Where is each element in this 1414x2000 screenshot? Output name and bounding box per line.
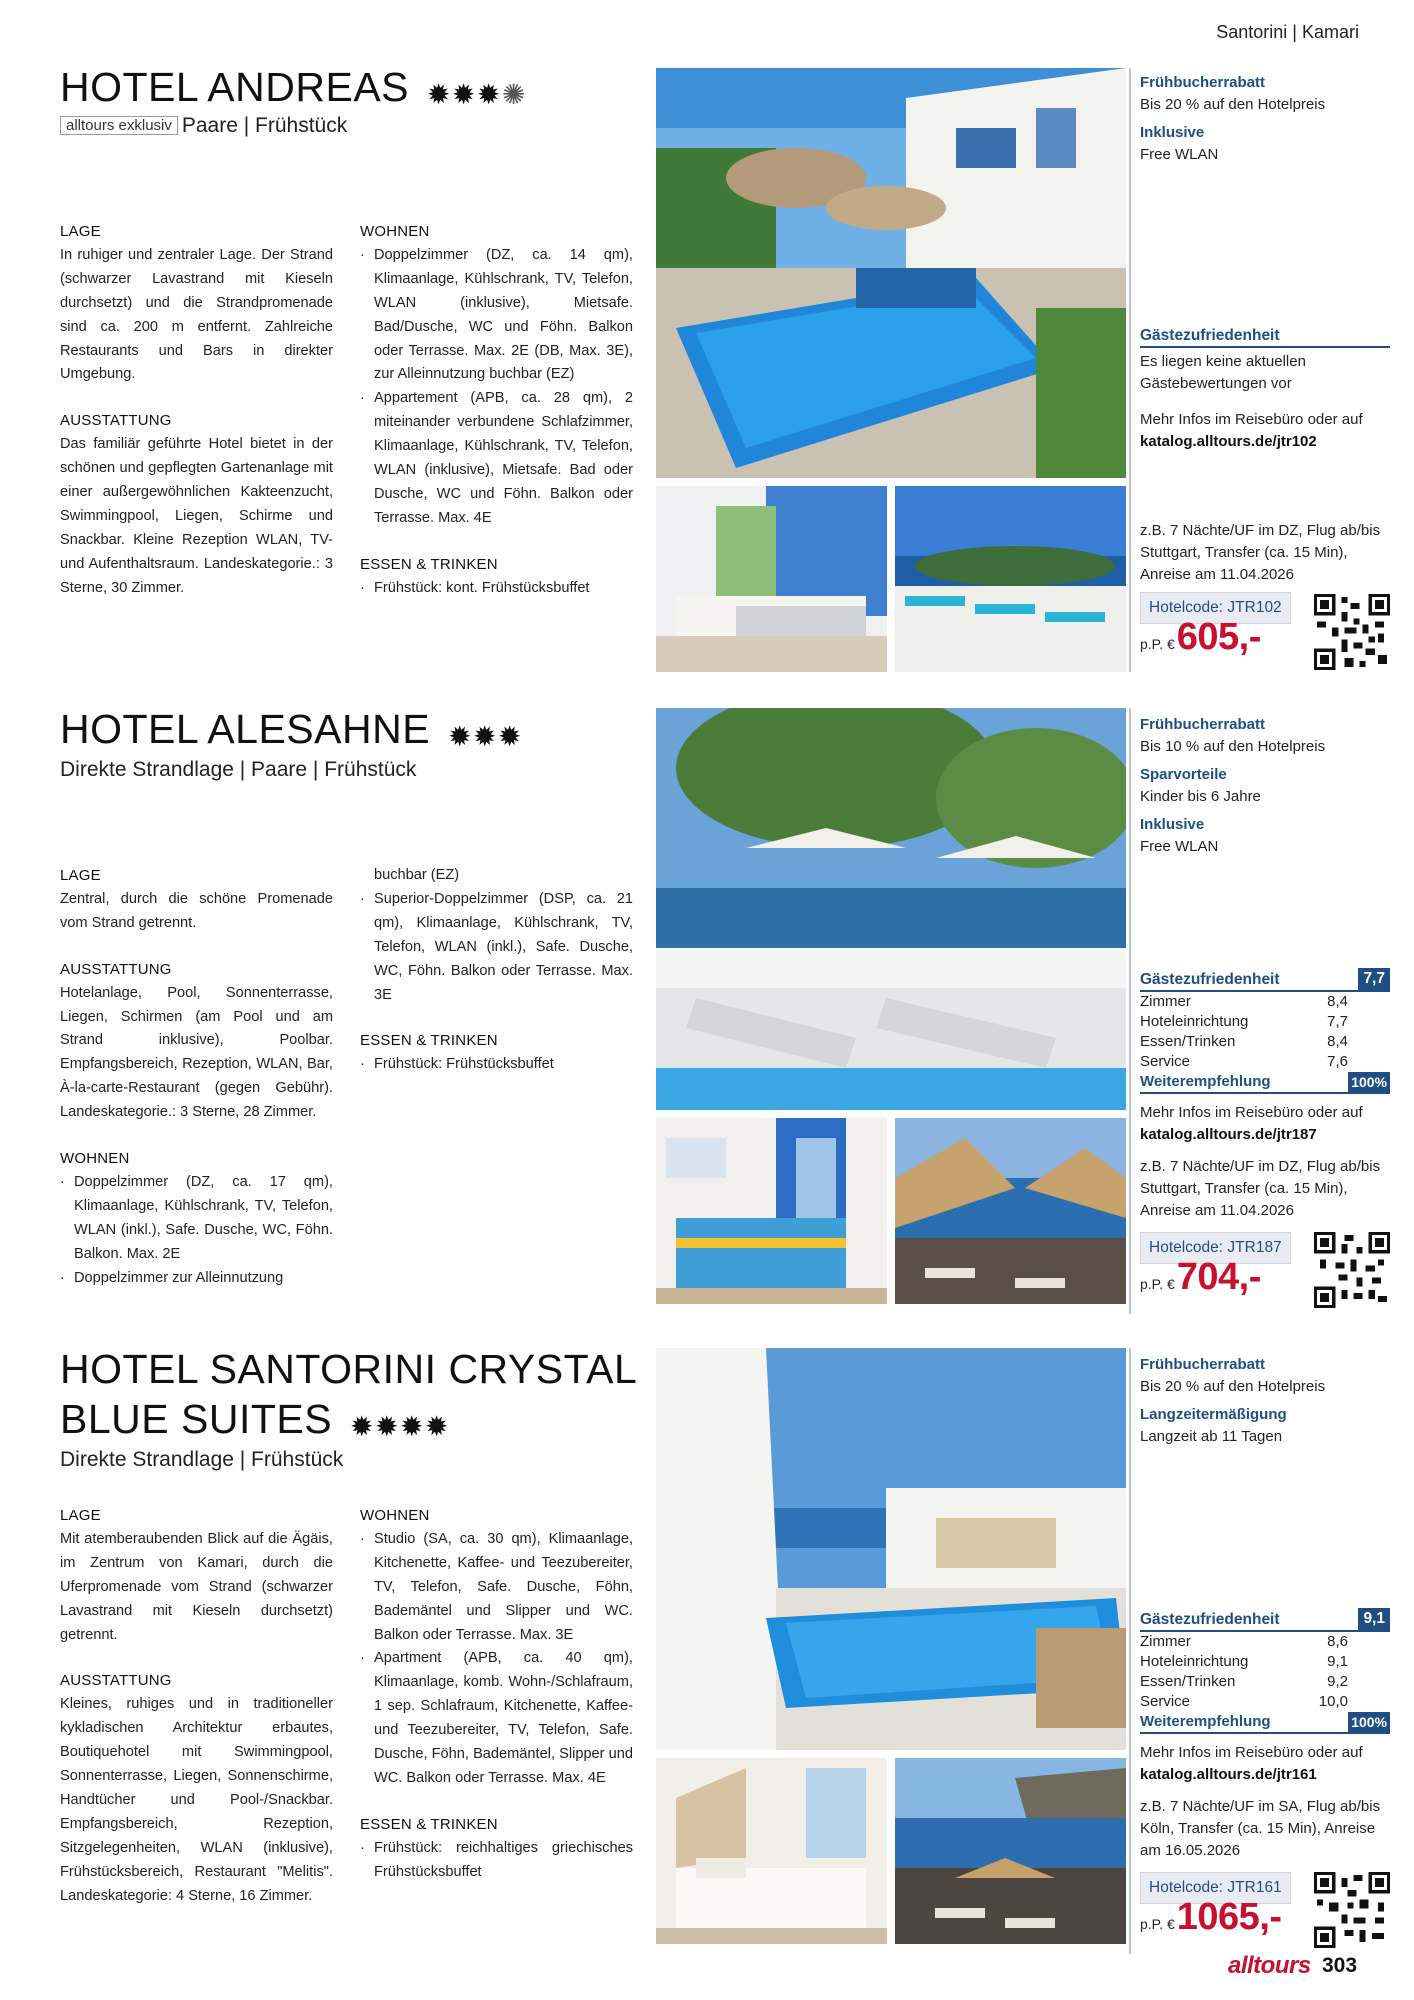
star-icon: ✹ xyxy=(497,721,522,753)
offer-label: Inklusive xyxy=(1140,816,1205,833)
recommendation-row: Weiterempfehlung 100% xyxy=(1140,1712,1390,1734)
offer-label: Langzeitermäßigung xyxy=(1140,1406,1287,1423)
example-text: z.B. 7 Nächte/UF im SA, Flug ab/bis Köln, Transfer (ca. 15 Min), Anreise am 16.05.2026 xyxy=(1140,1798,1381,1859)
recommendation-row: Weiterempfehlung 100% xyxy=(1140,1072,1390,1094)
description-column-1 xyxy=(60,220,333,601)
rating-row: Hoteleinrichtung 9,1 xyxy=(1140,1653,1348,1670)
list-continuation: buchbar (EZ) xyxy=(374,867,460,883)
price-value: 605,- xyxy=(1176,616,1261,658)
lage-text: In ruhiger und zentraler Lage. Der Strand (schwarzer Lavastrand mit Kieseln durchsetzt) und die Strandpromenade sind ca. 200 m entfernt. Zahlreiche Restaurants und Bars in direkter Umgebung. xyxy=(60,246,333,383)
half-star-icon: ✺ xyxy=(501,79,526,111)
room-photo xyxy=(656,1758,887,1944)
offer-label: Inklusive xyxy=(1140,124,1205,141)
room-list xyxy=(360,244,633,531)
section-heading: LAGE xyxy=(60,1507,101,1524)
rating-row: Hoteleinrichtung 7,7 xyxy=(1140,1013,1348,1030)
rating-panel xyxy=(1140,326,1390,453)
hotelcode-badge: Hotelcode: JTR161 xyxy=(1140,1872,1291,1904)
star-icon: ✹ xyxy=(447,721,472,753)
star-icon: ✹ xyxy=(451,79,476,111)
booking-example xyxy=(1140,520,1390,586)
per-person-label: p.P. € xyxy=(1140,636,1175,652)
offer-text: Bis 20 % auf den Hotelpreis xyxy=(1140,96,1326,113)
star-rating xyxy=(448,707,523,757)
town-label: Kamari xyxy=(1301,22,1359,42)
offer-label: Sparvorteile xyxy=(1140,766,1227,783)
section-heading: ESSEN & TRINKEN xyxy=(360,1032,498,1050)
example-text: z.B. 7 Nächte/UF im DZ, Flug ab/bis Stuttgart, Transfer (ca. 15 Min), Anreise am 11.04.2026 xyxy=(1140,1158,1381,1219)
description-column-2 xyxy=(360,864,633,1077)
rating-note: Es liegen keine aktuellen Gästebewertungen vor xyxy=(1140,353,1306,392)
lage-text: Zentral, durch die schöne Promenade vom Strand getrennt. xyxy=(60,890,333,931)
description-column-1 xyxy=(60,1504,333,1909)
more-info-text: Mehr Infos im Reisebüro oder auf xyxy=(1140,411,1363,428)
offer-label: Frühbucherrabatt xyxy=(1140,716,1266,733)
rating-heading: Gästezufriedenheit xyxy=(1140,326,1390,348)
more-info-text: Mehr Infos im Reisebüro oder auf xyxy=(1140,1744,1363,1761)
hotel-alesahne xyxy=(60,704,1390,1314)
list-item: · Studio (SA, ca. 30 qm), Klimaanlage, Kitchenette, Kaffee- und Teezubereiter, TV, Telefon, Safe. Dusche, Föhn, Bademäntel und Slipper und WC. Balkon oder Terrasse. Max. 3E xyxy=(360,1528,633,1648)
qr-code-icon[interactable] xyxy=(1314,1232,1390,1308)
rating-heading: Gästezufriedenheit 9,1 xyxy=(1140,1608,1390,1632)
offer-text: Free WLAN xyxy=(1140,146,1219,163)
hotelcode-badge: Hotelcode: JTR187 xyxy=(1140,1232,1291,1264)
section-heading: WOHNEN xyxy=(60,1150,130,1168)
hotel-subtitle: Direkte Strandlage | Frühstück xyxy=(60,1448,344,1471)
catalog-link[interactable]: katalog.alltours.de/jtr187 xyxy=(1140,1126,1317,1143)
section-heading: LAGE xyxy=(60,223,101,240)
booking-example xyxy=(1140,1156,1390,1222)
list-item: · Appartement (APB, ca. 28 qm), 2 miteinander verbundene Schlafzimmer, Klimaanlage, Kühlschrank, TV, Telefon, WLAN (inklusive), Mietsafe. Bad oder Dusche, WC und Föhn. Balkon oder Terrasse. Max. 4E xyxy=(360,387,633,530)
description-column-1 xyxy=(60,864,333,1291)
hotelcode-badge: Hotelcode: JTR102 xyxy=(1140,592,1291,624)
star-icon: ✹ xyxy=(426,79,451,111)
section-heading: WOHNEN xyxy=(360,1507,430,1524)
example-text: z.B. 7 Nächte/UF im DZ, Flug ab/bis Stuttgart, Transfer (ca. 15 Min), Anreise am 11.04.2026 xyxy=(1140,522,1381,583)
offer-label: Frühbucherrabatt xyxy=(1140,1356,1266,1373)
offer-panel xyxy=(1140,1354,1390,1454)
hotel-santorini-crystal-blue-suites xyxy=(60,1344,1390,1954)
section-heading: AUSSTATTUNG xyxy=(60,1672,172,1690)
section-heading: AUSSTATTUNG xyxy=(60,412,172,430)
beach-photo xyxy=(895,1758,1126,1944)
rating-row: Essen/Trinken 8,4 xyxy=(1140,1033,1348,1050)
pool-photo xyxy=(656,1348,1126,1750)
page-number: 303 xyxy=(1322,1954,1358,1977)
rating-score: 7,7 xyxy=(1358,968,1390,990)
rating-score: 9,1 xyxy=(1358,1608,1390,1630)
offer-text: Free WLAN xyxy=(1140,838,1219,855)
room-list xyxy=(360,1528,633,1791)
star-icon: ✹ xyxy=(476,79,501,111)
beach-bar-photo xyxy=(656,708,1126,1110)
price-value: 704,- xyxy=(1176,1256,1261,1298)
hotel-subtitle: alltours exklusiv Paare | Frühstück xyxy=(60,114,347,138)
section-heading: ESSEN & TRINKEN xyxy=(360,1815,498,1833)
catalog-link[interactable]: katalog.alltours.de/jtr161 xyxy=(1140,1766,1317,1783)
section-heading: AUSSTATTUNG xyxy=(60,960,172,978)
star-icon: ✹ xyxy=(350,1411,374,1443)
offer-text: Bis 20 % auf den Hotelpreis xyxy=(1140,1378,1326,1395)
list-item: · Frühstück: Frühstücksbuffet xyxy=(360,1053,633,1077)
more-info-text: Mehr Infos im Reisebüro oder auf xyxy=(1140,1104,1363,1121)
qr-code-icon[interactable] xyxy=(1314,1872,1390,1948)
list-item: · Apartment (APB, ca. 40 qm), Klimaanlage, komb. Wohn-/Schlafraum, 1 sep. Schlafraum, Kitchenette, Kaffee- und Teezubereiter, TV, Telefon, Safe. Dusche, Föhn, Bademäntel, Slipper und WC. Balkon oder Terrasse. Max. 4E xyxy=(360,1647,633,1790)
room-list xyxy=(360,888,633,1008)
offer-text: Langzeit ab 11 Tagen xyxy=(1140,1428,1283,1445)
star-icon: ✹ xyxy=(399,1411,424,1443)
food-list xyxy=(360,1053,633,1077)
rating-panel xyxy=(1140,968,1390,1146)
section-heading: LAGE xyxy=(60,867,101,884)
room-photo xyxy=(656,486,887,672)
lage-text: Mit atemberaubenden Blick auf die Ägäis, im Zentrum von Kamari, durch die Uferpromenade vom Strand (schwarzer Lavastrand mit Kieseln durchsetzt) getrennt. xyxy=(60,1530,333,1643)
hotel-title: HOTEL ALESAHNE ✹✹✹ xyxy=(60,704,640,757)
room-photo xyxy=(656,1118,887,1304)
page-header: Santorini | Kamari xyxy=(1216,22,1359,42)
price-value: 1065,- xyxy=(1176,1896,1282,1938)
list-item: · Frühstück: reichhaltiges griechisches Frühstücksbuffet xyxy=(360,1837,633,1885)
rating-row: Essen/Trinken 9,2 xyxy=(1140,1673,1348,1690)
star-rating xyxy=(427,65,527,115)
list-item: · Doppelzimmer (DZ, ca. 17 qm), Klimaanlage, Kühlschrank, TV, Telefon, WLAN (inkl.), Safe. Dusche, WC, Föhn. Balkon. Max. 2E xyxy=(60,1171,333,1267)
offer-text: Bis 10 % auf den Hotelpreis xyxy=(1140,738,1326,755)
rating-heading: Gästezufriedenheit 7,7 xyxy=(1140,968,1390,992)
beach-photo xyxy=(895,1118,1126,1304)
offer-panel xyxy=(1140,72,1390,172)
region-label: Santorini xyxy=(1216,22,1288,42)
qr-code-icon[interactable] xyxy=(1314,594,1390,670)
rating-row: Zimmer 8,6 xyxy=(1140,1633,1348,1650)
hotel-subtitle: Direkte Strandlage | Paare | Frühstück xyxy=(60,758,417,781)
star-icon: ✹ xyxy=(374,1411,399,1443)
description-column-2 xyxy=(360,1504,633,1885)
ausstattung-text: Kleines, ruhiges und in traditioneller kykladischen Architektur erbautes, Boutiquehotel mit Swimmingpool, Sonnenterrasse, Liegen, Sonnenschirme, Handtücher und Pool-/Snackbar. Empfangsbereich, Rezeption, Sitzgelegenheiten, WLAN (inklusive), Frühstücksbereich, Restaurant "Melitis". Landeskategorie: 4 Sterne, 16 Zimmer. xyxy=(60,1696,333,1904)
food-list xyxy=(360,577,633,601)
room-list xyxy=(60,1171,333,1291)
brand-logo: alltours xyxy=(1228,1952,1311,1979)
list-item: · Frühstück: kont. Frühstücksbuffet xyxy=(360,577,633,601)
terrace-photo xyxy=(895,486,1126,672)
star-icon: ✹ xyxy=(472,721,497,753)
section-heading: ESSEN & TRINKEN xyxy=(360,555,498,573)
pool-photo xyxy=(656,68,1126,478)
rating-row: Zimmer 8,4 xyxy=(1140,993,1348,1010)
per-person-label: p.P. € xyxy=(1140,1276,1175,1292)
ausstattung-text: Das familiär geführte Hotel bietet in der schönen und gepflegten Gartenanlage mit einer außergewöhnlichen Kakteenzucht, Swimmingpool, Liegen, Schirme und Snackbar. Kleine Rezeption WLAN, TV- und Aufenthaltsraum. Landeskategorie.: 3 Sterne, 30 Zimmer. xyxy=(60,436,333,596)
exclusive-badge: alltours exklusiv xyxy=(60,116,178,135)
star-icon: ✹ xyxy=(424,1411,449,1443)
rating-row: Service 10,0 xyxy=(1140,1693,1348,1710)
per-person-label: p.P. € xyxy=(1140,1916,1175,1932)
section-heading: WOHNEN xyxy=(360,223,430,240)
catalog-link[interactable]: katalog.alltours.de/jtr102 xyxy=(1140,433,1317,450)
food-list xyxy=(360,1837,633,1885)
rating-panel xyxy=(1140,1608,1390,1786)
hotel-andreas xyxy=(60,62,1390,672)
ausstattung-text: Hotelanlage, Pool, Sonnenterrasse, Liegen, Schirmen (am Pool und am Strand inklusive), Poolbar. Empfangsbereich, Rezeption, WLAN, Bar, À-la-carte-Restaurant (gegen Gebühr). Landeskategorie.: 3 Sterne, 28 Zimmer. xyxy=(60,984,333,1121)
offer-text: Kinder bis 6 Jahre xyxy=(1140,788,1261,805)
rating-row: Service 7,6 xyxy=(1140,1053,1348,1070)
star-rating xyxy=(350,1397,450,1447)
booking-example xyxy=(1140,1796,1390,1862)
offer-panel xyxy=(1140,714,1390,864)
offer-label: Frühbucherrabatt xyxy=(1140,74,1266,91)
list-item: · Doppelzimmer (DZ, ca. 14 qm), Klimaanlage, Kühlschrank, TV, Telefon, WLAN (inklusive), Mietsafe. Bad/Dusche, WC und Föhn. Balkon oder Terrasse. Max. 2E (DB, Max. 3E), zur Alleinnutzung buchbar (EZ) xyxy=(360,244,633,387)
hotel-title: HOTEL SANTORINI CRYSTAL BLUE SUITES ✹✹✹✹ xyxy=(60,1344,640,1447)
list-item: · Superior-Doppelzimmer (DSP, ca. 21 qm), Klimaanlage, Kühlschrank, TV, Telefon, WLAN (inkl.), Safe. Dusche, WC, Föhn. Balkon oder Terrasse. Max. 3E xyxy=(360,888,633,1008)
list-item: · Doppelzimmer zur Alleinnutzung xyxy=(60,1267,333,1291)
description-column-2 xyxy=(360,220,633,601)
hotel-title: HOTEL ANDREAS ✹✹✹✺ xyxy=(60,62,640,115)
